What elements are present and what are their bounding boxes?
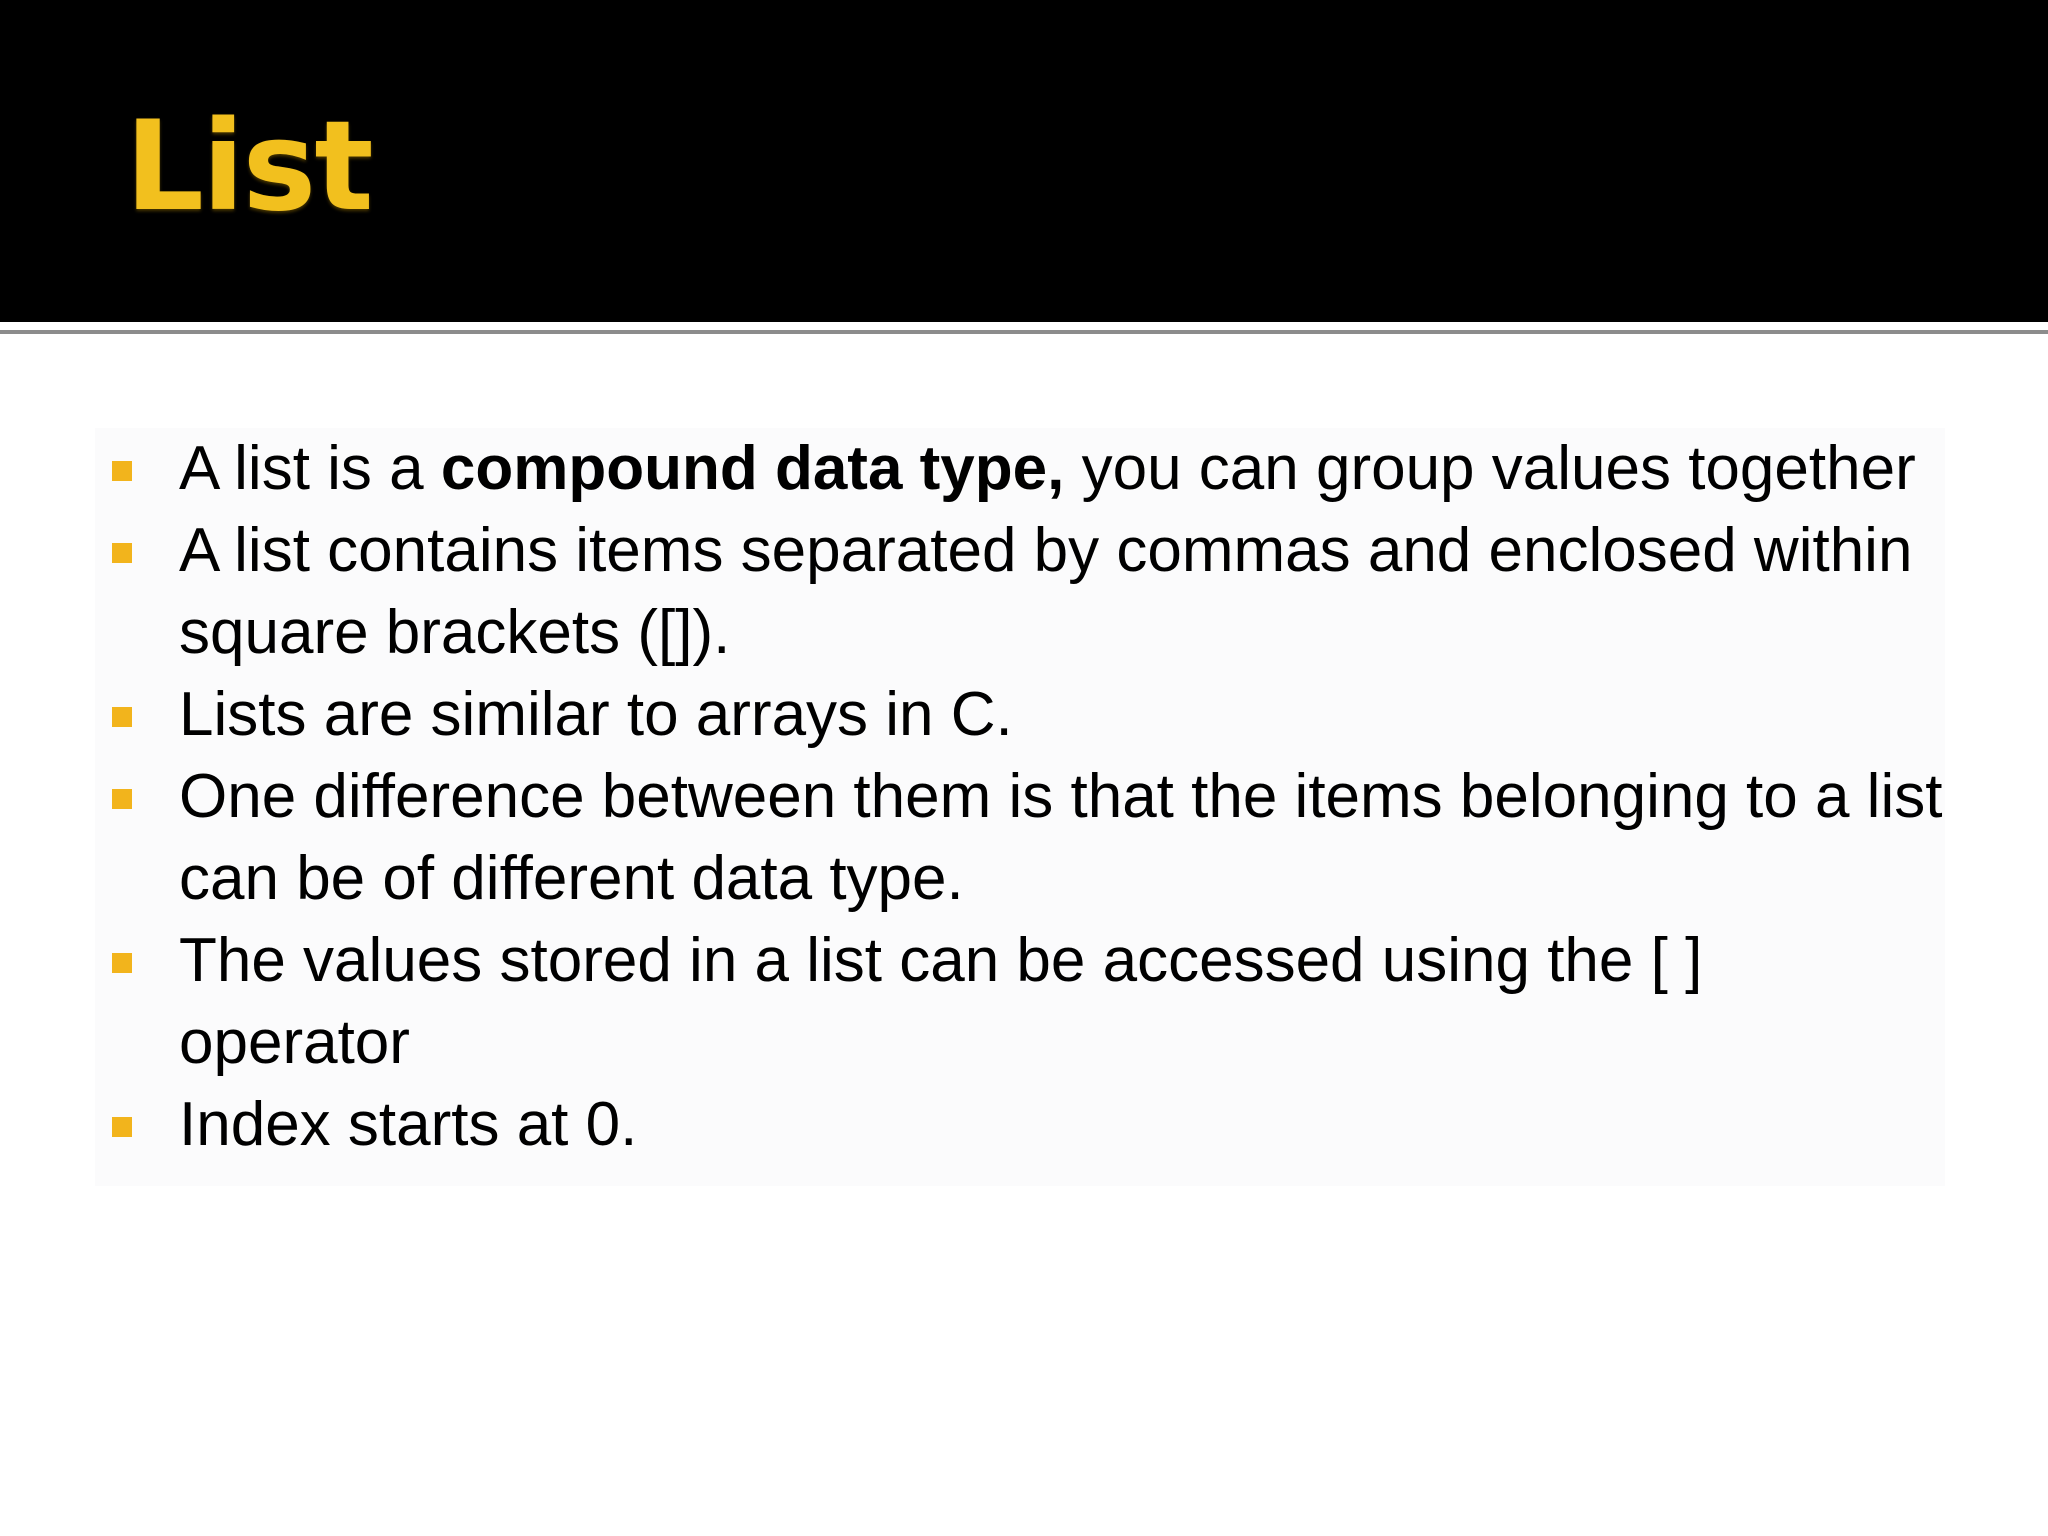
bullet-item [95, 756, 1945, 920]
slide-content [95, 428, 1945, 1186]
bullet-text-part: A list is a [179, 434, 441, 503]
bullet-text: A list contains items separated by commas and enclosed within square brackets ([]). [179, 516, 1913, 667]
bullet-text [179, 434, 1916, 503]
bullet-text: Lists are similar to arrays in C. [179, 680, 1013, 749]
bullet-item [95, 1084, 1945, 1166]
bullet-item [95, 674, 1945, 756]
square-bullet-icon [112, 1117, 132, 1137]
square-bullet-icon [112, 789, 132, 809]
bullet-item [95, 920, 1945, 1084]
square-bullet-icon [112, 461, 132, 481]
square-bullet-icon [112, 707, 132, 727]
bullet-text-bold: compound data type, [440, 434, 1065, 503]
title-divider [0, 330, 2048, 334]
bullet-list [95, 428, 1945, 1166]
bullet-item [95, 428, 1945, 510]
bullet-text-part: you can group values together [1064, 434, 1916, 503]
title-bar [0, 0, 2048, 322]
square-bullet-icon [112, 953, 132, 973]
bullet-item [95, 510, 1945, 674]
slide-title: List [125, 95, 372, 239]
bullet-text: The values stored in a list can be accessed using the [ ] operator [179, 926, 1703, 1077]
bullet-text: Index starts at 0. [179, 1090, 638, 1159]
square-bullet-icon [112, 543, 132, 563]
bullet-text: One difference between them is that the items belonging to a list can be of different data type. [179, 762, 1943, 913]
